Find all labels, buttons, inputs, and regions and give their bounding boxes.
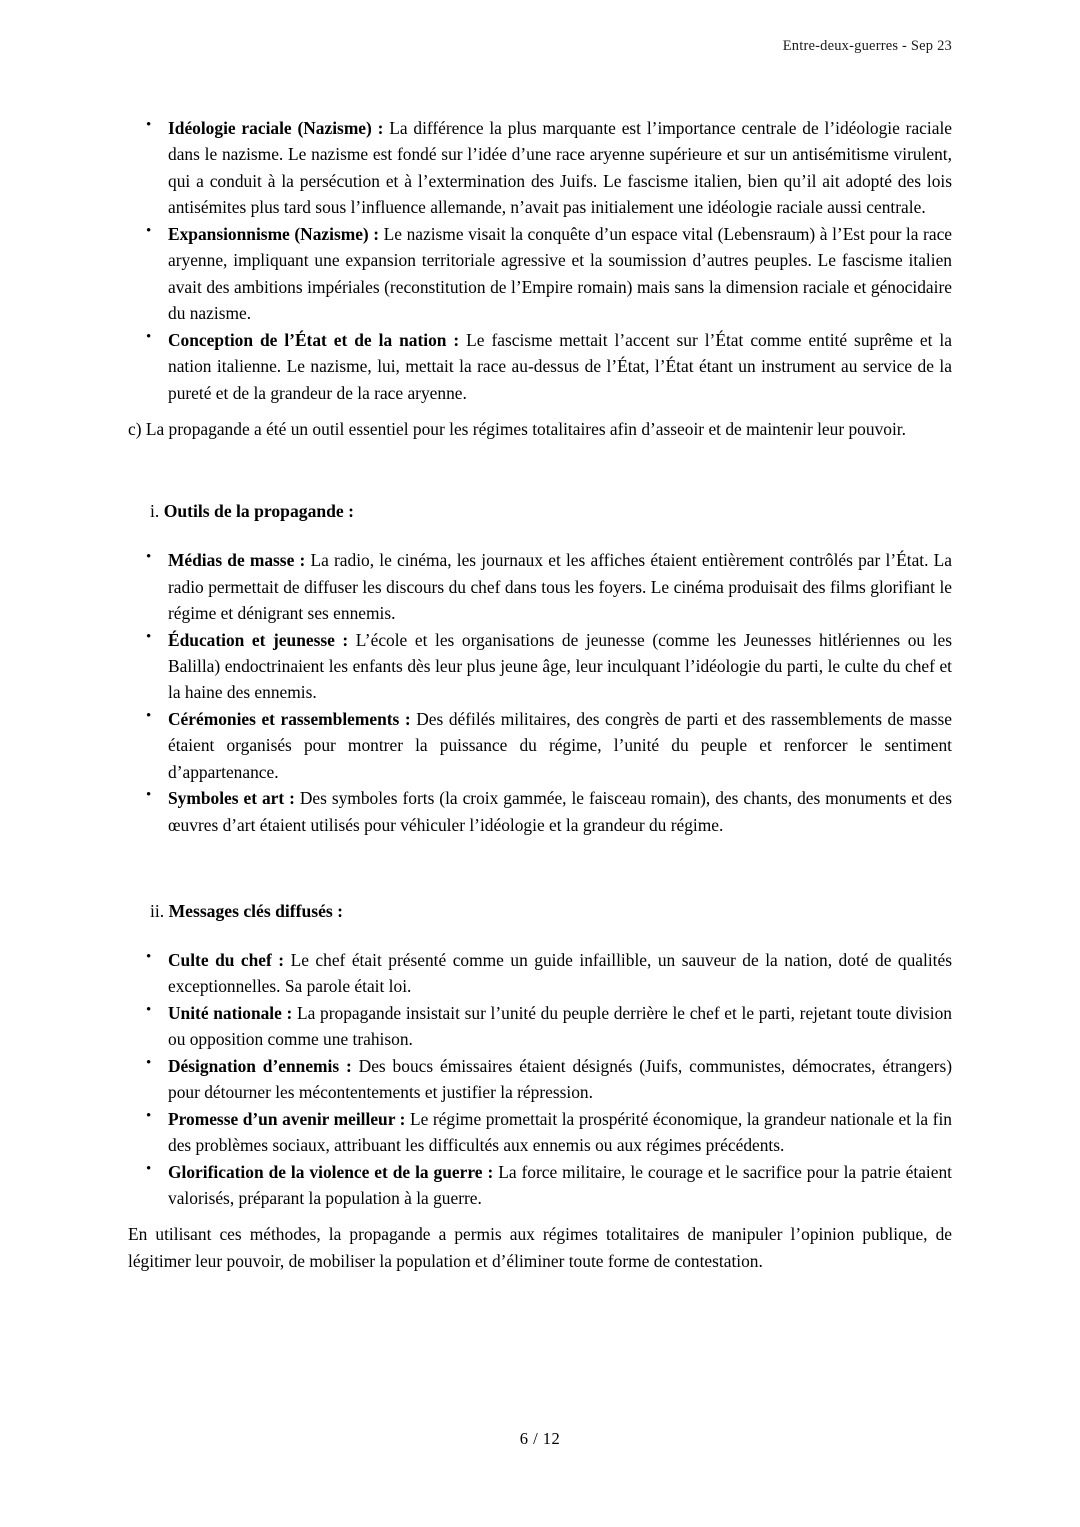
bullet-lead: Glorification de la violence et de la guerre : xyxy=(168,1161,494,1182)
closing-paragraph: En utilisant ces méthodes, la propagande a permis aux régimes totalitaires de manipuler l’opinion publique, de légitimer leur pouvoir, de mobiliser la population et d’éliminer toute forme de contestation. xyxy=(128,1224,952,1271)
messages-bullet-list xyxy=(128,947,952,1212)
bullet-lead: Culte du chef : xyxy=(168,949,285,970)
bullet-lead: Symboles et art : xyxy=(168,788,295,809)
bullet-text: La propagande insistait sur l’unité du peuple derrière le chef et le parti, rejetant toute division ou opposition comme une trahison. xyxy=(168,1002,952,1050)
list-item xyxy=(142,221,952,327)
page-number: 6 / 12 xyxy=(519,1429,561,1448)
bullet-text: La différence la plus marquante est l’importance centrale de l’idéologie raciale dans le nazisme. Le nazisme est fondé sur l’idée d’une race aryenne supérieure et sur un antisémitisme virulent, qui a conduit à la persécution et à l’extermination des Juifs. Le fascisme italien, bien qu’il ait adopté des lois antisémites plus tard sous l’influence allemande, n’avait pas initialement une idéologie raciale aussi centrale. xyxy=(168,118,952,218)
list-item xyxy=(142,1159,952,1212)
list-item xyxy=(142,1000,952,1053)
bullet-text: Le fascisme mettait l’accent sur l’État comme entité suprême et la nation italienne. Le nazisme, lui, mettait la race au-dessus de l’État, l’État étant un instrument au service de la pureté et de la grandeur de la race aryenne. xyxy=(168,329,952,403)
subheading-text: Messages clés diffusés : xyxy=(168,901,344,922)
subheading-text: Outils de la propagande : xyxy=(163,501,354,522)
paragraph-c: c) La propagande a été un outil essentiel pour les régimes totalitaires afin d’asseoir et de maintenir leur pouvoir. xyxy=(128,418,906,439)
running-head: Entre-deux-guerres - Sep 23 xyxy=(782,38,952,54)
bullet-lead: Unité nationale : xyxy=(168,1002,293,1023)
subheading-outils xyxy=(128,498,952,525)
bullet-lead: Conception de l’État et de la nation : xyxy=(168,329,460,350)
bullet-text: L’école et les organisations de jeunesse (comme les Jeunesses hitlériennes ou les Balilla) endoctrinaient les enfants dès leur plus jeune âge, leur inculquant l’idéologie du parti, le culte du chef et la haine des ennemis. xyxy=(168,629,952,703)
bullet-text: Le nazisme visait la conquête d’un espace vital (Lebensraum) à l’Est pour la race aryenne, impliquant une expansion territoriale agressive et la soumission d’autres peuples. Le fascisme italien avait des ambitions impériales (reconstitution de l’Empire romain) mais sans la dimension raciale et génocidaire du nazisme. xyxy=(168,223,953,324)
subheading-messages xyxy=(128,898,952,925)
bullet-text: La radio, le cinéma, les journaux et les affiches étaient entièrement contrôlés par l’État. La radio permettait de diffuser les discours du chef dans tous les foyers. Le cinéma produisait des films glorifiant le régime et dénigrant ses ennemis. xyxy=(168,550,952,624)
bullet-text: Des symboles forts (la croix gammée, le faisceau romain), des chants, des monuments et des œuvres d’art étaient utilisés pour véhiculer l’idéologie et la grandeur du régime. xyxy=(168,788,952,835)
bullet-text: Des boucs émissaires étaient désignés (Juifs, communistes, démocrates, étrangers) pour détourner les mécontentements et justifier la répression. xyxy=(168,1055,953,1103)
bullet-lead: Éducation et jeunesse : xyxy=(168,629,349,650)
list-item xyxy=(142,785,952,838)
bullet-text: Le régime promettait la prospérité économique, la grandeur nationale et la fin des problèmes sociaux, attribuant les difficultés aux ennemis ou aux régimes précédents. xyxy=(168,1108,952,1156)
bullet-text: La force militaire, le courage et le sacrifice pour la patrie étaient valorisés, préparant la population à la guerre. xyxy=(168,1161,952,1208)
bullet-text: Le chef était présenté comme un guide infaillible, un sauveur de la nation, doté de qualités exceptionnelles. Sa parole était loi. xyxy=(168,949,952,997)
list-item xyxy=(142,547,952,626)
bullet-lead: Expansionnisme (Nazisme) : xyxy=(168,223,380,244)
bullet-lead: Idéologie raciale (Nazisme) : xyxy=(168,118,384,138)
list-item xyxy=(142,1053,952,1106)
list-item xyxy=(142,706,952,785)
bullet-text: Des défilés militaires, des congrès de parti et des rassemblements de masse étaient organisés pour montrer la puissance du régime, l’unité du peuple et renforcer le sentiment d’appartenance. xyxy=(168,708,953,782)
list-item xyxy=(142,947,952,1000)
list-item xyxy=(142,1106,952,1159)
list-item xyxy=(142,627,952,706)
bullet-lead: Promesse d’un avenir meilleur : xyxy=(168,1108,406,1129)
list-item xyxy=(142,115,952,221)
bullet-lead: Médias de masse : xyxy=(168,550,306,571)
tools-bullet-list xyxy=(128,547,952,838)
subheading-number: ii. xyxy=(150,901,169,922)
subheading-number: i. xyxy=(150,501,164,522)
list-item xyxy=(142,327,952,406)
bullet-lead: Cérémonies et rassemblements : xyxy=(168,708,411,729)
bullet-lead: Désignation d’ennemis : xyxy=(168,1055,352,1076)
comparison-bullet-list xyxy=(128,115,952,406)
document-body xyxy=(128,115,952,1274)
